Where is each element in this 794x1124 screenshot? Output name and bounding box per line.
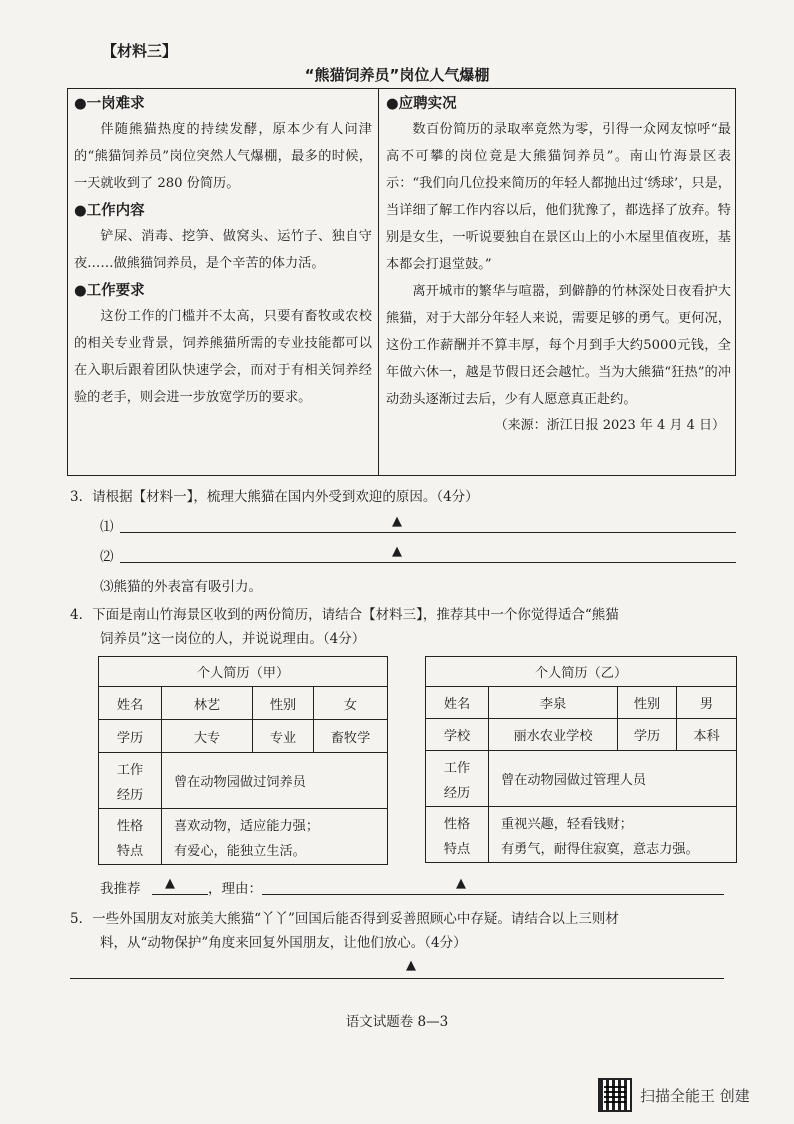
reason-answer-line[interactable] (262, 894, 724, 895)
question-4-stem-line-1: 4．下面是南山竹海景区收到的两份简历，请结合【材料三】，推荐其中一个你觉得适合“熊猫 (70, 607, 619, 623)
question-3-stem: 3．请根据【材料一】，梳理大熊猫在国内外受到欢迎的原因。（4分） (70, 489, 479, 505)
section-paragraph: 伴随熊猫热度的持续发酵，原本少有人问津的“熊猫饲养员”岗位突然人气爆棚，最多的时候，一天就收到了 280 份简历。 (74, 122, 372, 191)
resume-a-gender: 女 (314, 687, 388, 720)
resume-b-school: 丽水农业学校 (489, 719, 618, 751)
section-job-requirements (74, 279, 372, 411)
recommend-label: 我推荐 (100, 881, 141, 897)
material-right-column (386, 92, 731, 439)
resume-trait-line: 有爱心，能独立生活。 (174, 843, 306, 859)
q5-answer-line[interactable] (70, 978, 724, 979)
resume-label-line: 经历 (443, 785, 471, 801)
answer-marker: ▲ (165, 876, 175, 891)
resume-label: 学校 (426, 719, 489, 751)
resume-a-major: 畜牧学 (314, 720, 388, 753)
material-divider (378, 88, 379, 476)
resume-b-education: 本科 (677, 719, 737, 751)
reason-label: ，理由： (208, 881, 262, 897)
resume-b-work: 曾在动物园做过管理人员 (489, 751, 737, 807)
material-title: “熊猫饲养员”岗位人气爆棚 (304, 66, 490, 84)
question-5-stem-line-2: 料，从“动物保护”角度来回复外国朋友，让他们放心。（4分） (100, 935, 467, 951)
page-footer: 语文试题卷 8—3 (345, 1014, 449, 1030)
scanner-watermark (598, 1078, 750, 1112)
resume-label-line: 经历 (116, 787, 144, 803)
resume-label (426, 751, 489, 807)
resume-label (426, 807, 489, 863)
resume-label (99, 809, 162, 865)
resume-b-gender: 男 (677, 687, 737, 719)
section-heading: ●工作要求 (74, 283, 145, 299)
section-heading: ●应聘实况 (386, 96, 457, 112)
answer-marker: ▲ (406, 958, 416, 973)
answer-marker: ▲ (456, 876, 466, 891)
resume-label: 学历 (618, 719, 677, 751)
resume-a (98, 656, 388, 865)
q3-item-2-label: ⑵ (100, 549, 114, 565)
resume-label-line: 特点 (443, 841, 471, 857)
resume-a-work: 曾在动物园做过饲养员 (162, 753, 388, 809)
resume-trait-line: 重视兴趣，轻看钱财； (501, 816, 633, 832)
watermark-text: 扫描全能王 创建 (640, 1086, 750, 1105)
q3-item-1-label: ⑴ (100, 519, 114, 535)
resume-label-line: 性格 (116, 818, 144, 834)
resume-label: 学历 (99, 720, 162, 753)
resume-b-traits (489, 807, 737, 863)
answer-marker: ▲ (392, 544, 402, 559)
resume-a-title: 个人简历（甲） (99, 657, 388, 687)
resume-trait-line: 喜欢动物，适应能力强； (174, 818, 320, 834)
section-paragraph: 这份工作的门槛并不太高，只要有畜牧或农校的相关专业背景，饲养熊猫所需的专业技能都可以在入职后跟着团队快速学会，而对于有相关饲养经验的老手，则会进一步放宽学历的要求。 (74, 309, 372, 405)
source-citation: （来源：浙江日报 2023 年 4 月 4 日） (494, 418, 725, 433)
resume-label-line: 工作 (116, 762, 144, 778)
q3-answer-line-1[interactable] (120, 532, 736, 533)
section-job-content (74, 199, 372, 277)
resume-a-education: 大专 (162, 720, 253, 753)
section-paragraph: 离开城市的繁华与喧嚣，到僻静的竹林深处日夜看护大熊猫，对于大部分年轻人来说，需要足够的勇气。更何况，这份工作薪酬并不算丰厚，每个月到手大约5000元钱，全年做六休一，越是节假日还会越忙。当为大熊猫“狂热”的冲动劲头逐渐过去后，少有人愿意真正赴约。 (386, 284, 731, 407)
section-heading: ●工作内容 (74, 203, 145, 219)
resume-a-name: 林艺 (162, 687, 253, 720)
question-4-stem-line-2: 饲养员”这一岗位的人，并说说理由。（4分） (100, 631, 366, 647)
section-heading: ●一岗难求 (74, 96, 145, 112)
question-5-stem-line-1: 5．一些外国朋友对旅美大熊猫“丫丫”回国后能否得到妥善照顾心中存疑。请结合以上三则材 (70, 911, 619, 927)
q3-item-3: ⑶熊猫的外表富有吸引力。 (100, 579, 262, 595)
resume-a-traits (162, 809, 388, 865)
section-paragraph: 数百份简历的录取率竟然为零，引得一众网友惊呼“最高不可攀的岗位竟是大熊猫饲养员”。南山竹海景区表示：“我们向几位投来简历的年轻人都抛出过‘绣球’，只是，当详细了解工作内容以后，他们犹豫了，都选择了放弃。特别是女生，一听说要独自在景区山上的小木屋里值夜班，基本都会打退堂鼓。” (386, 122, 731, 272)
resume-label: 专业 (253, 720, 314, 753)
resume-label: 性别 (618, 687, 677, 719)
resume-label: 性别 (253, 687, 314, 720)
section-paragraph: 铲屎、消毒、挖笋、做窝头、运竹子、独自守夜……做熊猫饲养员，是个辛苦的体力活。 (74, 229, 372, 271)
resume-label-line: 工作 (443, 760, 471, 776)
resume-label: 姓名 (99, 687, 162, 720)
resume-trait-line: 有勇气，耐得住寂寞，意志力强。 (501, 841, 699, 857)
resume-b-title: 个人简历（乙） (426, 657, 737, 687)
section-hard-to-get (74, 92, 372, 197)
resume-b (425, 656, 737, 863)
resume-label: 姓名 (426, 687, 489, 719)
material-left-column (74, 92, 372, 411)
material-label: 【材料三】 (102, 42, 178, 60)
resume-label (99, 753, 162, 809)
qr-code-icon (598, 1078, 632, 1112)
resume-label-line: 性格 (443, 816, 471, 832)
answer-marker: ▲ (392, 514, 402, 529)
resume-b-name: 李泉 (489, 687, 618, 719)
q3-answer-line-2[interactable] (120, 562, 736, 563)
resume-label-line: 特点 (116, 843, 144, 859)
recommend-answer-line[interactable] (152, 894, 208, 895)
